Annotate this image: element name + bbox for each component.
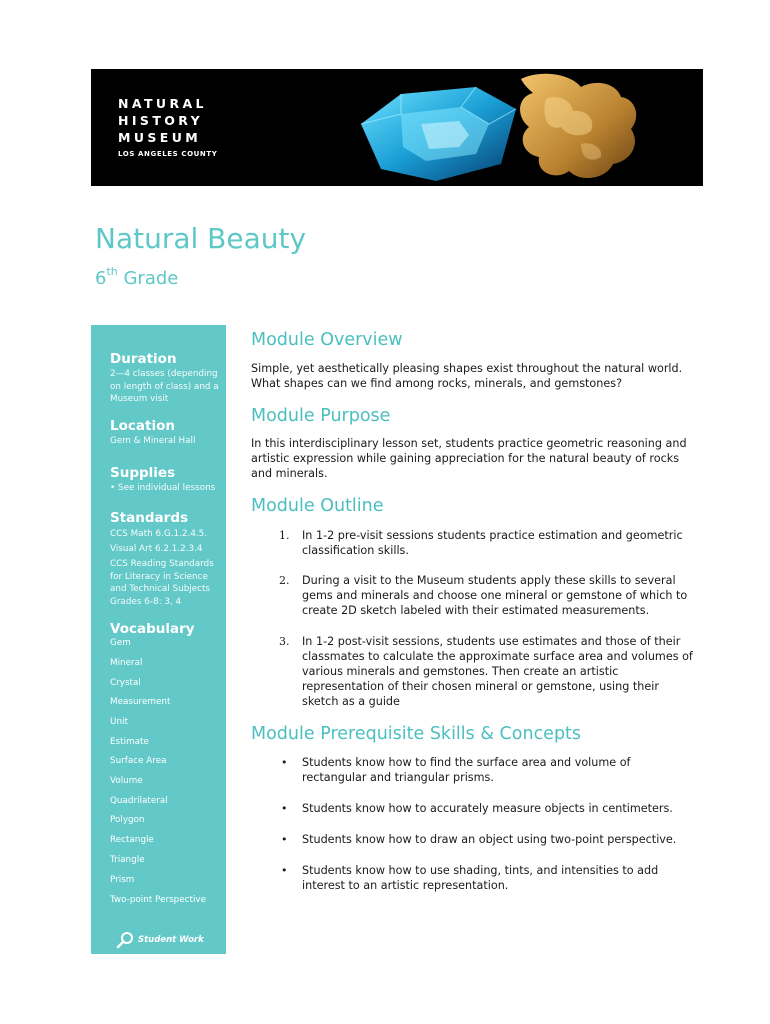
duration-heading: Duration xyxy=(110,351,177,367)
grade-number: 6 xyxy=(95,268,107,289)
overview-text: Simple, yet aesthetically pleasing shapes exist throughout the natural world. What shapes can we find among rocks, minerals, and gemstones? xyxy=(251,362,683,390)
grade-word: Grade xyxy=(123,268,179,289)
purpose-text: In this interdisciplinary lesson set, students practice geometric reasoning and artistic expression while gaining appreciation for the natural beauty of rocks and minerals. xyxy=(251,437,687,480)
vocab-item: Mineral xyxy=(110,658,143,668)
vocab-item: Triangle xyxy=(110,855,145,865)
logo-line-3: MUSEUM xyxy=(118,130,202,145)
student-work-label: Student Work xyxy=(138,935,204,945)
page-title: Natural Beauty xyxy=(95,222,307,255)
sidebar xyxy=(91,325,226,954)
bullet-icon: • xyxy=(281,756,288,769)
location-heading: Location xyxy=(110,418,175,434)
bullet-icon: • xyxy=(281,802,288,815)
museum-logo xyxy=(118,95,217,158)
supplies-text: • See individual lessons xyxy=(110,483,216,493)
supplies-heading: Supplies xyxy=(110,465,176,481)
outline-item-number: 3. xyxy=(279,635,290,648)
duration-text: 2—4 classes (depending on length of class) and a Museum visit xyxy=(110,369,219,404)
vocabulary-heading: Vocabulary xyxy=(110,621,195,637)
outline-item-number: 1. xyxy=(279,529,290,542)
logo-line-2: HISTORY xyxy=(118,113,204,128)
prereq-item-text: Students know how to accurately measure objects in centimeters. xyxy=(302,802,673,815)
logo-line-1: NATURAL xyxy=(118,96,207,111)
outline-item-number: 2. xyxy=(279,574,290,587)
grade-level xyxy=(95,265,178,289)
gemstone-image xyxy=(341,69,703,186)
vocab-item: Rectangle xyxy=(110,835,154,845)
location-text: Gem & Mineral Hall xyxy=(110,436,196,446)
prereq-item-text: Students know how to use shading, tints, and intensities to add interest to an artistic representation. xyxy=(302,864,659,892)
vocab-item: Measurement xyxy=(110,697,171,707)
purpose-heading: Module Purpose xyxy=(251,406,391,426)
grade-suffix: th xyxy=(106,265,118,278)
prereq-heading: Module Prerequisite Skills & Concepts xyxy=(251,724,582,744)
overview-heading: Module Overview xyxy=(251,330,403,350)
header-banner xyxy=(91,69,703,186)
magnifier-icon xyxy=(116,931,134,949)
standards-item-art: Visual Art 6.2.1.2.3.4 xyxy=(110,544,203,554)
vocab-item: Volume xyxy=(110,776,143,786)
outline-item-text: In 1-2 post-visit sessions, students use estimates and those of their classmates to calculate the approximate surface area and volumes of various minerals and gemstones. Then create an artistic representation of their chosen mineral or gemstone, using their sketch as a guide xyxy=(302,635,693,708)
bullet-icon: • xyxy=(281,864,288,877)
vocab-item: Crystal xyxy=(110,678,141,688)
vocab-item: Estimate xyxy=(110,737,149,747)
outline-item-text: In 1-2 pre-visit sessions students practice estimation and geometric classification skills. xyxy=(302,529,683,557)
vocab-item: Unit xyxy=(110,717,128,727)
vocab-item: Gem xyxy=(110,638,131,648)
standards-item-math: CCS Math 6.G.1.2.4.5. xyxy=(110,529,208,539)
student-work-link[interactable] xyxy=(116,931,204,949)
vocab-item: Two-point Perspective xyxy=(110,895,207,905)
outline-heading: Module Outline xyxy=(251,496,384,516)
bullet-icon: • xyxy=(281,833,288,846)
logo-county: LOS ANGELES COUNTY xyxy=(118,150,218,158)
standards-item-reading: CCS Reading Standards for Literacy in Science and Technical Subjects Grades 6-8: 3, 4 xyxy=(110,559,214,607)
vocab-item: Prism xyxy=(110,875,135,885)
standards-heading: Standards xyxy=(110,510,189,526)
prereq-item-text: Students know how to find the surface area and volume of rectangular and triangular prisms. xyxy=(302,756,631,784)
vocab-item: Surface Area xyxy=(110,756,167,766)
outline-item-text: During a visit to the Museum students apply these skills to several gems and minerals and choose one mineral or gemstone of which to create 2D sketch labeled with their estimated measurements. xyxy=(302,574,688,617)
vocab-item: Quadrilateral xyxy=(110,796,168,806)
prereq-item-text: Students know how to draw an object using two-point perspective. xyxy=(302,833,677,846)
vocab-item: Polygon xyxy=(110,815,145,825)
